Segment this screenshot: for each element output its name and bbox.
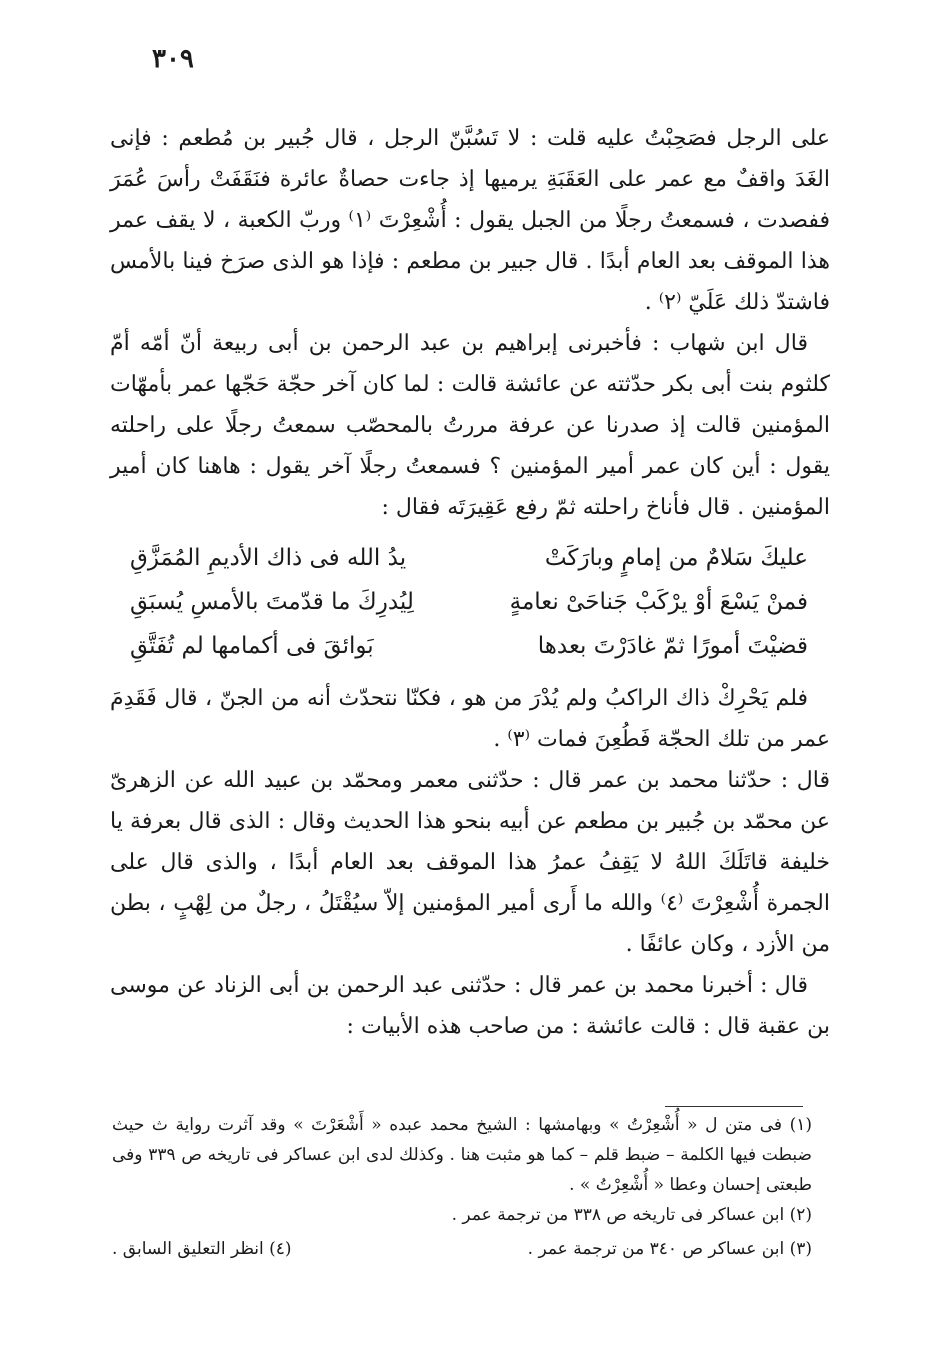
verse-first-hemistich: فمنْ يَسْعَ أوْ يرْكَبْ جَناحَىْ نعامةٍ (509, 589, 808, 615)
page-number: ٣٠٩ (152, 44, 194, 74)
verse-first-hemistich: قضيْتَ أمورًا ثمّ غادَرْتَ بعدها (537, 633, 808, 659)
main-text (110, 118, 830, 1047)
footnote-3: (٣) ابن عساكر ص ٣٤٠ من ترجمة عمر . (527, 1239, 812, 1259)
footnote-2: (٢) ابن عساكر فى تاريخه ص ٣٣٨ من ترجمة عمر . (451, 1205, 812, 1225)
verse (130, 580, 808, 624)
verse (130, 624, 808, 668)
footnote-divider (665, 1106, 803, 1107)
verse-second-hemistich: يدُ الله فى ذاك الأديمِ المُمَزَّقِ (130, 545, 407, 571)
verse-first-hemistich: عليكَ سَلامٌ من إمامٍ وبارَكَتْ (544, 545, 808, 571)
poem (110, 536, 830, 668)
verse (130, 536, 808, 580)
paragraph: على الرجل فصَحِبْتُ عليه قلت : لا تَسُبَّنّ الرجل ، قال جُبير بن مُطعم : فإنى الغَدَ واقفٌ مع عمر على العَقَبَةِ يرميها إذ جاءت حصاةٌ عائرة فنَقَفَتْ رأسَ عُمَرَ ففصدت ، فسمعتُ رجلًا من الجبل يقول : أُشْعِرْتَ ⁽١⁾ وربّ الكعبة ، لا يقف عمر هذا الموقف بعد العام أبدًا . قال جبير بن مطعم : فإذا هو الذى صرَخ فينا بالأمس فاشتدّ ذلك عَلَيّ ⁽٢⁾ . (110, 126, 830, 315)
verse-second-hemistich: لِيُدرِكَ ما قدّمتَ بالأمسِ يُسبَقِ (130, 589, 414, 615)
verse-second-hemistich: بَوائقَ فى أكمامها لم تُفَتَّقِ (130, 633, 374, 659)
paragraph: قال ابن شهاب : فأخبرنى إبراهيم بن عبد الرحمن بن أبى ربيعة أنّ أمّه أمّ كلثوم بنت أبى بكر حدّثته عن عائشة قالت : لما كان آخر حجّة حَجّها عمر بأمهّات المؤمنين قالت إذ صدرنا عن عرفة مررتُ بالمحصّب سمعتُ رجلًا على راحلته يقول : أين كان عمر أمير المؤمنين ؟ فسمعتُ رجلًا آخر يقول : هاهنا كان أمير المؤمنين . قال فأناخ راحلته ثمّ رفع عَقِيرَتَه فقال : (110, 331, 830, 520)
footnotes (112, 1110, 812, 1264)
footnote-row (112, 1234, 812, 1264)
paragraph: فلم يَحْرِكْ ذاك الراكبُ ولم يُدْرَ من هو ، فكنّا نتحدّث أنه من الجنّ ، قال فَقَدِمَ عمر من تلك الحجّة فَطُعِنَ فمات ⁽٣⁾ . (110, 686, 830, 752)
paragraph: قال : أخبرنا محمد بن عمر قال : حدّثنى عبد الرحمن بن أبى الزناد عن موسى بن عقبة قال : قالت عائشة : من صاحب هذه الأبيات : (110, 973, 830, 1039)
footnote-4: (٤) انظر التعليق السابق . (112, 1239, 292, 1259)
footnote-1: (١) فى متن ل « أُشْعِرْتُ » وبهامشها : الشيخ محمد عبده « أَشْعَرْتَ » وقد آثرت رواية ث حيث ضبطت فيها الكلمة – ضبط قلم – كما هو مثبت هنا . وكذلك لدى ابن عساكر فى تاريخه ص ٣٣٩ وفى طبعتى إحسان وعطا « أُشْعِرْتُ » . (112, 1115, 812, 1195)
paragraph: قال : حدّثنا محمد بن عمر قال : حدّثنى معمر ومحمّد بن عبيد الله عن الزهرىّ عن محمّد بن جُبير بن مطعم عن أبيه بنحو هذا الحديث وقال : الذى قال بعرفة يا خليفة قاتَلَكَ اللهُ لا يَقِفُ عمرُ هذا الموقف بعد العام أبدًا ، والذى قال على الجمرة أُشْعِرْتَ ⁽٤⁾ والله ما أَرى أمير المؤمنين إلاّ سيُقْتَلُ ، رجلٌ من لِهْبٍ ، بطن من الأزد ، وكان عائفًا . (110, 768, 830, 957)
